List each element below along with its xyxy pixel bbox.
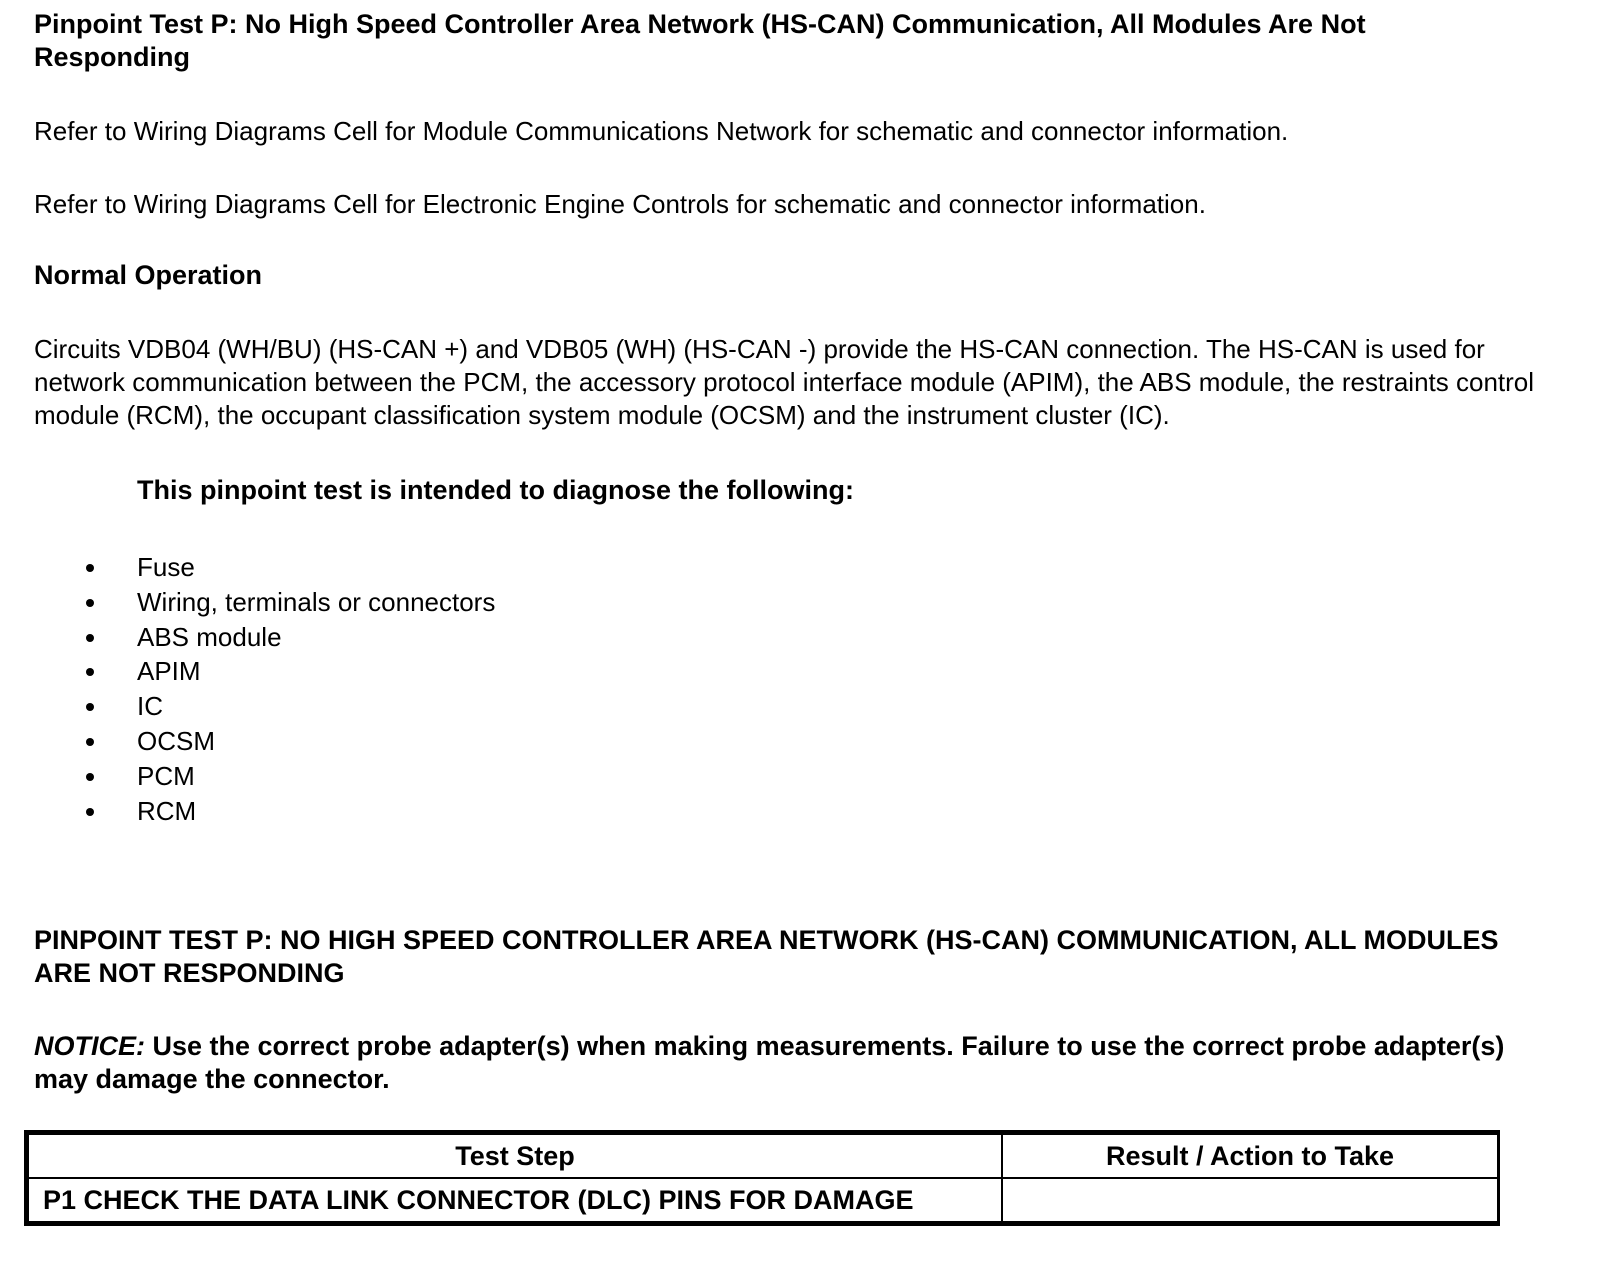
notice-text: Use the correct probe adapter(s) when making measurements. Failure to use the correct probe adapter(s) may damage the connector. — [34, 1031, 1505, 1094]
bullet-icon — [86, 738, 94, 746]
wiring-reference-network: Refer to Wiring Diagrams Cell for Module Communications Network for schematic and connector information. — [34, 116, 1289, 146]
test-step-cell: P1 CHECK THE DATA LINK CONNECTOR (DLC) PINS FOR DAMAGE — [28, 1178, 1002, 1222]
notice-label: NOTICE: — [34, 1031, 145, 1061]
list-item — [34, 724, 495, 759]
test-step-table — [24, 1130, 1500, 1226]
table-row — [28, 1178, 1498, 1222]
bullet-icon — [86, 808, 94, 816]
diagnose-intro-heading: This pinpoint test is intended to diagnose the following: — [137, 475, 854, 505]
bullet-icon — [86, 634, 94, 642]
list-item-label: RCM — [137, 795, 197, 826]
list-item — [34, 550, 495, 585]
list-item-label: OCSM — [137, 725, 215, 756]
bullet-icon — [86, 599, 94, 607]
normal-operation-heading: Normal Operation — [34, 260, 263, 290]
list-item-label: Fuse — [137, 552, 195, 582]
result-action-cell — [1002, 1178, 1498, 1222]
column-header-result-action: Result / Action to Take — [1002, 1134, 1498, 1178]
bullet-icon — [86, 668, 94, 676]
table-header-row — [28, 1134, 1498, 1178]
list-item — [34, 759, 495, 794]
list-item-label: PCM — [137, 760, 195, 791]
notice-paragraph — [34, 1030, 1514, 1096]
bullet-icon — [86, 773, 94, 781]
list-item — [34, 689, 495, 724]
page-title: Pinpoint Test P: No High Speed Controller Area Network (HS-CAN) Communication, All Modules Are Not Responding — [34, 9, 1366, 72]
bullet-icon — [86, 564, 94, 572]
list-item-label: APIM — [137, 656, 201, 687]
list-item — [34, 794, 495, 829]
pinpoint-test-caps-title: PINPOINT TEST P: NO HIGH SPEED CONTROLLER AREA NETWORK (HS-CAN) COMMUNICATION, ALL MODULES ARE NOT RESPONDING — [34, 925, 1499, 988]
diagnose-list — [34, 550, 495, 828]
list-item — [34, 654, 495, 689]
list-item — [34, 620, 495, 655]
wiring-reference-engine: Refer to Wiring Diagrams Cell for Electronic Engine Controls for schematic and connector information. — [34, 189, 1206, 219]
list-item-label: IC — [137, 691, 163, 722]
bullet-icon — [86, 703, 94, 711]
list-item — [34, 585, 495, 620]
normal-operation-text: Circuits VDB04 (WH/BU) (HS-CAN +) and VDB05 (WH) (HS-CAN -) provide the HS-CAN connection. The HS-CAN is used for network communication between the PCM, the accessory protocol interface module (APIM), the ABS module, the restraints control module (RCM), the occupant classification system module (OCSM) and the instrument cluster (IC). — [34, 334, 1535, 430]
list-item-label: Wiring, terminals or connectors — [137, 586, 496, 617]
list-item-label: ABS module — [137, 621, 282, 652]
column-header-test-step: Test Step — [28, 1134, 1002, 1178]
